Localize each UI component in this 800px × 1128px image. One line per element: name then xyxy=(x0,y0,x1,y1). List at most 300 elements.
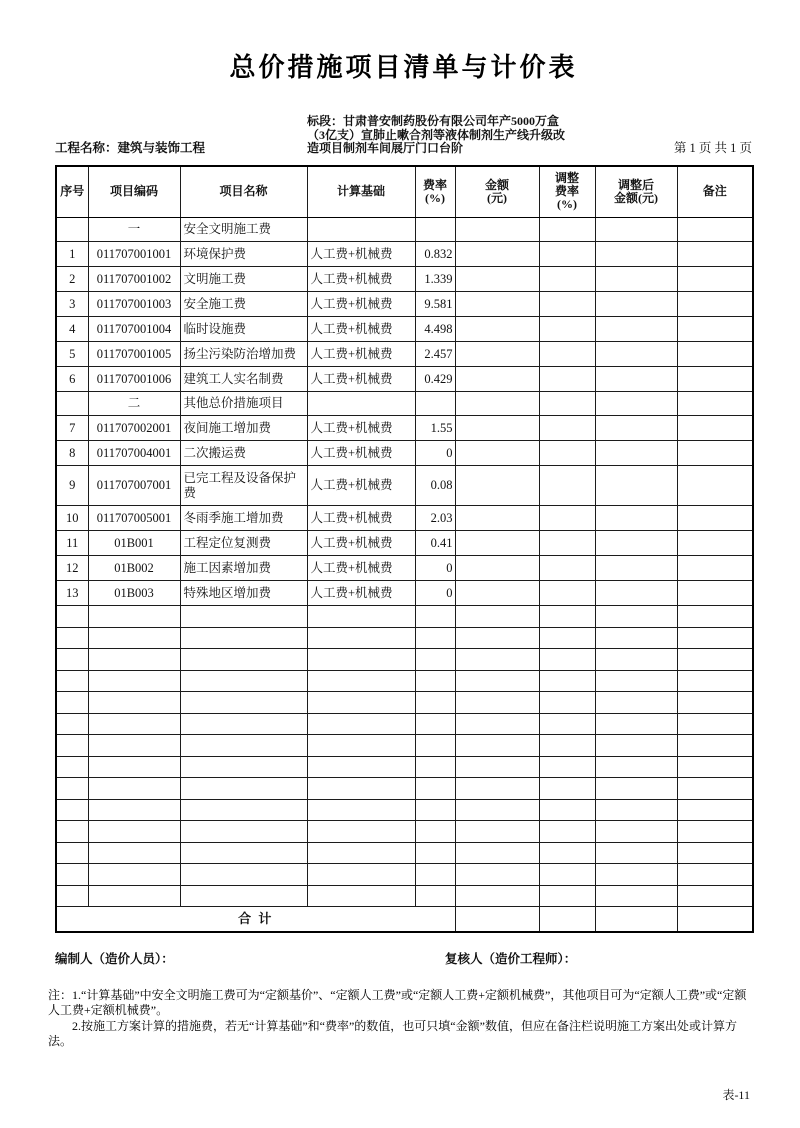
col-header-seq: 序号 xyxy=(56,166,88,218)
empty-cell xyxy=(415,756,455,778)
cell-adjust-amount xyxy=(595,556,677,581)
cell-basis: 人工费+机械费 xyxy=(307,466,415,506)
notes-block xyxy=(48,988,752,1050)
empty-cell xyxy=(539,756,595,778)
col-header-calc-basis: 计算基础 xyxy=(307,166,415,218)
cell-name: 已完工程及设备保护费 xyxy=(180,466,307,506)
cell-adjust-rate xyxy=(539,506,595,531)
cell-rate: 2.03 xyxy=(415,506,455,531)
cell-name: 安全文明施工费 xyxy=(180,218,307,242)
empty-cell xyxy=(455,799,539,821)
empty-cell xyxy=(56,735,88,757)
empty-cell xyxy=(180,864,307,886)
empty-cell xyxy=(88,885,180,907)
empty-cell xyxy=(539,778,595,800)
cell-adjust-rate xyxy=(539,317,595,342)
cell-remark xyxy=(677,581,753,606)
signature-row xyxy=(55,949,752,967)
cell-amount xyxy=(455,531,539,556)
cell-basis: 人工费+机械费 xyxy=(307,242,415,267)
cell-code: 01B002 xyxy=(88,556,180,581)
cell-rate xyxy=(415,392,455,416)
empty-cell xyxy=(415,799,455,821)
empty-cell xyxy=(455,842,539,864)
empty-cell xyxy=(595,649,677,671)
cell-adjust-amount xyxy=(595,581,677,606)
empty-cell xyxy=(307,692,415,714)
empty-cell xyxy=(539,735,595,757)
cell-remark xyxy=(677,342,753,367)
cell-name: 冬雨季施工增加费 xyxy=(180,506,307,531)
empty-cell xyxy=(455,864,539,886)
cell-adjust-rate xyxy=(539,531,595,556)
cell-rate: 2.457 xyxy=(415,342,455,367)
empty-cell xyxy=(415,735,455,757)
empty-cell xyxy=(595,756,677,778)
cell-remark xyxy=(677,317,753,342)
cell-name: 工程定位复测费 xyxy=(180,531,307,556)
table-row xyxy=(56,506,753,531)
project-name-label: 工程名称：建筑与装饰工程 xyxy=(55,140,206,155)
empty-cell xyxy=(56,778,88,800)
cell-name: 安全施工费 xyxy=(180,292,307,317)
cell-name: 文明施工费 xyxy=(180,267,307,292)
cell-name: 建筑工人实名制费 xyxy=(180,367,307,392)
total-row xyxy=(56,907,753,932)
cell-name: 扬尘污染防治增加费 xyxy=(180,342,307,367)
reviewer-label: 复核人（造价工程师）： xyxy=(445,951,577,966)
cell-code: 011707002001 xyxy=(88,416,180,441)
cell-basis: 人工费+机械费 xyxy=(307,416,415,441)
empty-table-row xyxy=(56,756,753,778)
empty-cell xyxy=(180,842,307,864)
cell-seq xyxy=(56,392,88,416)
table-header xyxy=(56,166,753,218)
empty-cell xyxy=(677,649,753,671)
empty-cell xyxy=(677,735,753,757)
cell-seq: 6 xyxy=(56,367,88,392)
empty-cell xyxy=(595,606,677,628)
col-header-remark: 备注 xyxy=(677,166,753,218)
empty-cell xyxy=(415,649,455,671)
table-row xyxy=(56,292,753,317)
cell-remark xyxy=(677,556,753,581)
empty-cell xyxy=(539,670,595,692)
empty-cell xyxy=(415,885,455,907)
empty-cell xyxy=(88,627,180,649)
cell-basis xyxy=(307,392,415,416)
empty-cell xyxy=(595,692,677,714)
cell-code: 011707001001 xyxy=(88,242,180,267)
cell-rate: 0 xyxy=(415,556,455,581)
header-row xyxy=(56,166,753,218)
table-row xyxy=(56,242,753,267)
cell-adjust-amount xyxy=(595,531,677,556)
cell-adjust-rate xyxy=(539,392,595,416)
table-row xyxy=(56,367,753,392)
empty-cell xyxy=(677,756,753,778)
table-body xyxy=(56,218,753,606)
cell-rate: 0.08 xyxy=(415,466,455,506)
cell-name: 临时设施费 xyxy=(180,317,307,342)
empty-cell xyxy=(539,864,595,886)
empty-cell xyxy=(180,756,307,778)
cell-seq: 5 xyxy=(56,342,88,367)
col-header-adjust-amount: 调整后 金额(元) xyxy=(595,166,677,218)
cell-rate: 4.498 xyxy=(415,317,455,342)
empty-cell xyxy=(56,670,88,692)
empty-cell xyxy=(180,735,307,757)
empty-cell xyxy=(180,799,307,821)
empty-cell xyxy=(595,864,677,886)
empty-cell xyxy=(180,885,307,907)
cell-remark xyxy=(677,242,753,267)
cell-rate: 0.41 xyxy=(415,531,455,556)
cell-adjust-amount xyxy=(595,416,677,441)
empty-cell xyxy=(88,606,180,628)
empty-cell xyxy=(56,756,88,778)
page-title: 总价措施项目清单与计价表 xyxy=(229,53,578,82)
cell-code: 011707005001 xyxy=(88,506,180,531)
empty-table-row xyxy=(56,713,753,735)
cell-rate: 0.832 xyxy=(415,242,455,267)
cell-adjust-amount xyxy=(595,506,677,531)
cell-adjust-amount xyxy=(595,317,677,342)
header-meta xyxy=(55,115,752,156)
cell-basis: 人工费+机械费 xyxy=(307,531,415,556)
cell-rate: 9.581 xyxy=(415,292,455,317)
cell-basis: 人工费+机械费 xyxy=(307,317,415,342)
empty-cell xyxy=(595,735,677,757)
cell-basis: 人工费+机械费 xyxy=(307,267,415,292)
empty-cell xyxy=(180,778,307,800)
table-row xyxy=(56,267,753,292)
cell-remark xyxy=(677,441,753,466)
cell-adjust-amount xyxy=(595,441,677,466)
empty-cell xyxy=(455,885,539,907)
empty-cell xyxy=(180,821,307,843)
cell-basis: 人工费+机械费 xyxy=(307,441,415,466)
cell-amount xyxy=(455,556,539,581)
empty-cell xyxy=(539,842,595,864)
empty-cell xyxy=(88,778,180,800)
cell-seq: 10 xyxy=(56,506,88,531)
empty-cell xyxy=(677,778,753,800)
empty-cell xyxy=(455,821,539,843)
empty-cell xyxy=(539,821,595,843)
empty-cell xyxy=(88,713,180,735)
empty-cell xyxy=(455,670,539,692)
table-row xyxy=(56,466,753,506)
empty-cell xyxy=(180,692,307,714)
empty-cell xyxy=(677,692,753,714)
empty-cell xyxy=(56,864,88,886)
empty-cell xyxy=(88,670,180,692)
empty-cell xyxy=(595,821,677,843)
cell-adjust-rate xyxy=(539,267,595,292)
cell-seq: 7 xyxy=(56,416,88,441)
cell-name: 二次搬运费 xyxy=(180,441,307,466)
empty-cell xyxy=(539,692,595,714)
empty-cell xyxy=(539,649,595,671)
empty-cell xyxy=(595,885,677,907)
cell-adjust-amount xyxy=(595,342,677,367)
table-row xyxy=(56,342,753,367)
empty-cell xyxy=(56,627,88,649)
empty-cell xyxy=(88,799,180,821)
total-adjust-rate-cell xyxy=(539,907,595,932)
empty-cell xyxy=(56,821,88,843)
empty-cell xyxy=(307,778,415,800)
empty-cell xyxy=(415,864,455,886)
empty-cell xyxy=(677,885,753,907)
empty-cell xyxy=(56,713,88,735)
empty-table-row xyxy=(56,627,753,649)
table-row xyxy=(56,581,753,606)
empty-table-row xyxy=(56,821,753,843)
cell-seq: 3 xyxy=(56,292,88,317)
empty-cell xyxy=(677,627,753,649)
cell-rate: 1.339 xyxy=(415,267,455,292)
empty-cell xyxy=(415,692,455,714)
empty-rows-section xyxy=(56,606,753,907)
cell-remark xyxy=(677,466,753,506)
empty-cell xyxy=(455,735,539,757)
empty-cell xyxy=(539,713,595,735)
cell-amount xyxy=(455,506,539,531)
cell-code: 01B001 xyxy=(88,531,180,556)
cell-adjust-amount xyxy=(595,267,677,292)
note-2: 2.按施工方案计算的措施费，若无“计算基础”和“费率”的数值，也可只填“金额”数值，但应在备注栏说明施工方案出处或计算方法。 xyxy=(48,1018,737,1048)
cell-remark xyxy=(677,292,753,317)
cell-basis: 人工费+机械费 xyxy=(307,292,415,317)
empty-cell xyxy=(56,649,88,671)
table-row xyxy=(56,416,753,441)
cell-remark xyxy=(677,218,753,242)
cell-adjust-rate xyxy=(539,441,595,466)
empty-cell xyxy=(180,649,307,671)
cell-adjust-amount xyxy=(595,242,677,267)
empty-cell xyxy=(455,627,539,649)
cell-name: 夜间施工增加费 xyxy=(180,416,307,441)
cell-basis: 人工费+机械费 xyxy=(307,342,415,367)
cell-adjust-rate xyxy=(539,242,595,267)
empty-cell xyxy=(307,799,415,821)
empty-cell xyxy=(595,842,677,864)
cell-seq: 4 xyxy=(56,317,88,342)
empty-cell xyxy=(88,649,180,671)
cell-basis xyxy=(307,218,415,242)
empty-cell xyxy=(455,606,539,628)
empty-cell xyxy=(539,606,595,628)
empty-cell xyxy=(595,627,677,649)
col-header-item-code: 项目编码 xyxy=(88,166,180,218)
cell-code: 011707007001 xyxy=(88,466,180,506)
table-row xyxy=(56,441,753,466)
empty-cell xyxy=(307,864,415,886)
cell-basis: 人工费+机械费 xyxy=(307,367,415,392)
cell-amount xyxy=(455,242,539,267)
empty-table-row xyxy=(56,649,753,671)
cell-basis: 人工费+机械费 xyxy=(307,506,415,531)
cell-adjust-amount xyxy=(595,218,677,242)
bid-section-label: 标段：甘肃普安制药股份有限公司年产5000万盒（3亿支）宣肺止嗽合剂等液体制剂生产线升级改造项目制剂车间展厅门口台阶 xyxy=(307,114,566,155)
cell-adjust-rate xyxy=(539,342,595,367)
col-header-rate: 费率 (%) xyxy=(415,166,455,218)
empty-table-row xyxy=(56,670,753,692)
empty-cell xyxy=(307,821,415,843)
cell-adjust-amount xyxy=(595,392,677,416)
cell-seq: 13 xyxy=(56,581,88,606)
empty-cell xyxy=(307,649,415,671)
cell-code: 011707001004 xyxy=(88,317,180,342)
table-row xyxy=(56,531,753,556)
cell-seq xyxy=(56,218,88,242)
section-row xyxy=(56,392,753,416)
empty-cell xyxy=(455,649,539,671)
cell-seq: 11 xyxy=(56,531,88,556)
empty-cell xyxy=(307,713,415,735)
cell-basis: 人工费+机械费 xyxy=(307,581,415,606)
empty-cell xyxy=(88,821,180,843)
empty-cell xyxy=(415,713,455,735)
cell-code: 011707001005 xyxy=(88,342,180,367)
empty-cell xyxy=(180,606,307,628)
empty-cell xyxy=(595,799,677,821)
cell-name: 特殊地区增加费 xyxy=(180,581,307,606)
cell-adjust-rate xyxy=(539,367,595,392)
cell-seq: 12 xyxy=(56,556,88,581)
empty-cell xyxy=(595,778,677,800)
total-adjust-amount-cell xyxy=(595,907,677,932)
cell-name: 环境保护费 xyxy=(180,242,307,267)
empty-table-row xyxy=(56,885,753,907)
total-label-cell: 合 计 xyxy=(56,907,455,932)
cell-code: 011707001003 xyxy=(88,292,180,317)
form-code: 表-11 xyxy=(722,1087,750,1102)
cell-code: 一 xyxy=(88,218,180,242)
total-section xyxy=(56,907,753,932)
cell-code: 01B003 xyxy=(88,581,180,606)
cell-amount xyxy=(455,317,539,342)
empty-cell xyxy=(88,864,180,886)
empty-cell xyxy=(415,821,455,843)
empty-cell xyxy=(539,885,595,907)
col-header-item-name: 项目名称 xyxy=(180,166,307,218)
empty-cell xyxy=(180,627,307,649)
note-1: 注：1.“计算基础”中安全文明施工费可为“定额基价”、“定额人工费”或“定额人工费+定额机械费”，其他项目可为“定额人工费”或“定额人工费+定额机械费”。 xyxy=(48,987,747,1017)
cell-adjust-rate xyxy=(539,466,595,506)
cell-amount xyxy=(455,466,539,506)
empty-cell xyxy=(88,735,180,757)
empty-table-row xyxy=(56,799,753,821)
cell-seq: 1 xyxy=(56,242,88,267)
total-amount-cell xyxy=(455,907,539,932)
cell-rate: 1.55 xyxy=(415,416,455,441)
cell-remark xyxy=(677,416,753,441)
empty-cell xyxy=(539,799,595,821)
pricing-table xyxy=(55,165,754,933)
table-row xyxy=(56,556,753,581)
cell-remark xyxy=(677,267,753,292)
empty-cell xyxy=(307,627,415,649)
cell-adjust-amount xyxy=(595,292,677,317)
total-remark-cell xyxy=(677,907,753,932)
empty-cell xyxy=(455,778,539,800)
cell-code: 011707001002 xyxy=(88,267,180,292)
cell-seq: 2 xyxy=(56,267,88,292)
cell-basis: 人工费+机械费 xyxy=(307,556,415,581)
cell-amount xyxy=(455,416,539,441)
empty-cell xyxy=(415,606,455,628)
empty-cell xyxy=(88,842,180,864)
empty-cell xyxy=(56,692,88,714)
cell-code: 二 xyxy=(88,392,180,416)
page-indicator: 第 1 页 共 1 页 xyxy=(673,140,752,155)
cell-amount xyxy=(455,367,539,392)
empty-table-row xyxy=(56,735,753,757)
cell-seq: 8 xyxy=(56,441,88,466)
empty-cell xyxy=(455,713,539,735)
cell-remark xyxy=(677,367,753,392)
empty-cell xyxy=(56,606,88,628)
empty-cell xyxy=(677,713,753,735)
empty-cell xyxy=(88,692,180,714)
cell-rate: 0 xyxy=(415,441,455,466)
cell-rate: 0 xyxy=(415,581,455,606)
empty-cell xyxy=(180,713,307,735)
cell-adjust-amount xyxy=(595,367,677,392)
cell-adjust-rate xyxy=(539,416,595,441)
cell-adjust-amount xyxy=(595,466,677,506)
cell-code: 011707004001 xyxy=(88,441,180,466)
cell-amount xyxy=(455,267,539,292)
empty-cell xyxy=(88,756,180,778)
cell-amount xyxy=(455,218,539,242)
cell-adjust-rate xyxy=(539,581,595,606)
cell-amount xyxy=(455,342,539,367)
cell-adjust-rate xyxy=(539,292,595,317)
empty-table-row xyxy=(56,842,753,864)
col-header-adjust-rate: 调整 费率 (%) xyxy=(539,166,595,218)
col-header-amount: 金额 (元) xyxy=(455,166,539,218)
cell-rate: 0.429 xyxy=(415,367,455,392)
empty-cell xyxy=(455,756,539,778)
empty-cell xyxy=(56,885,88,907)
cell-remark xyxy=(677,392,753,416)
cell-amount xyxy=(455,581,539,606)
empty-cell xyxy=(677,864,753,886)
empty-table-row xyxy=(56,692,753,714)
cell-adjust-rate xyxy=(539,218,595,242)
cell-name: 施工因素增加费 xyxy=(180,556,307,581)
empty-cell xyxy=(677,842,753,864)
empty-cell xyxy=(677,799,753,821)
empty-cell xyxy=(677,670,753,692)
empty-cell xyxy=(180,670,307,692)
empty-cell xyxy=(415,670,455,692)
empty-cell xyxy=(307,885,415,907)
cell-code: 011707001006 xyxy=(88,367,180,392)
empty-cell xyxy=(677,606,753,628)
empty-cell xyxy=(307,606,415,628)
empty-cell xyxy=(415,627,455,649)
empty-cell xyxy=(307,735,415,757)
empty-cell xyxy=(415,778,455,800)
empty-table-row xyxy=(56,606,753,628)
cell-adjust-rate xyxy=(539,556,595,581)
empty-table-row xyxy=(56,864,753,886)
